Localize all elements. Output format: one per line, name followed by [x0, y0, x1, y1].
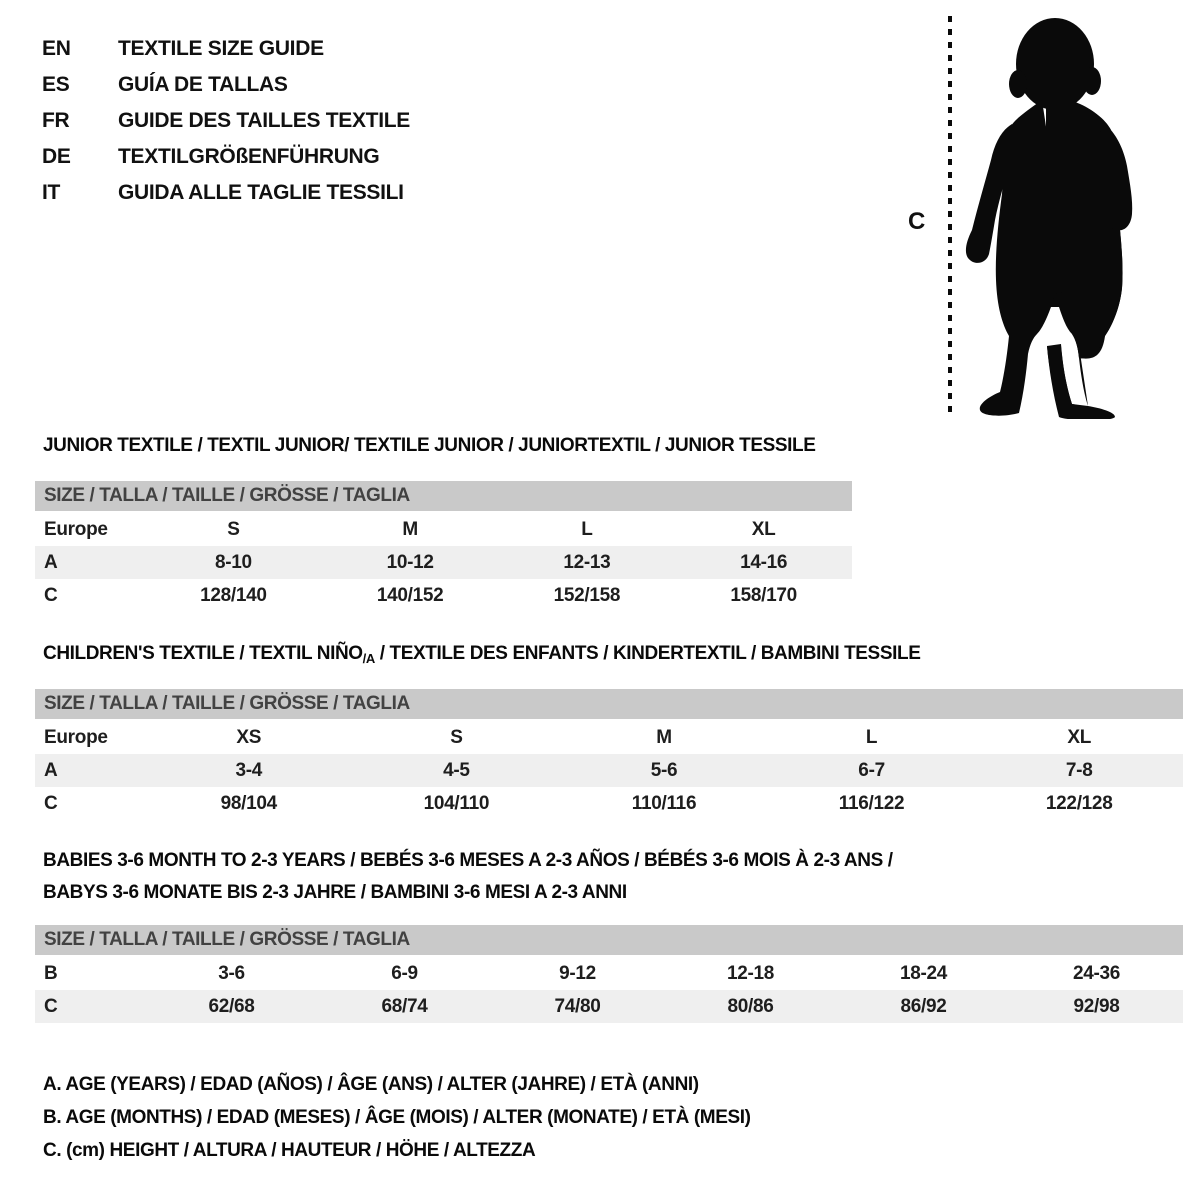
cell: 4-5: [353, 754, 561, 787]
children-size-table: [35, 721, 1183, 820]
cell: M: [656, 726, 672, 748]
legend-age-months: B. AGE (MONTHS) / EDAD (MESES) / ÂGE (MOIS) / ALTER (MONATE) / ETÀ (MESI): [43, 1107, 751, 1128]
cell: 6-9: [391, 962, 418, 984]
table-row-height: [35, 990, 1183, 1023]
cell: 14-16: [675, 546, 852, 579]
cell: 158/170: [730, 584, 797, 606]
cell: 62/68: [145, 990, 318, 1023]
page-title-de: TEXTILGRÖßENFÜHRUNG: [118, 145, 380, 168]
cell: 152/158: [553, 584, 621, 606]
row-label: A: [35, 754, 145, 787]
lang-code: IT: [42, 181, 61, 204]
cell: 110/116: [631, 792, 697, 814]
cell: XL: [751, 518, 776, 540]
junior-size-table: [35, 513, 852, 612]
lang-row-fr: [42, 103, 410, 139]
row-label: A: [35, 546, 145, 579]
cell: 140/152: [376, 584, 444, 606]
cell: 128/140: [200, 584, 267, 606]
lang-row-de: [42, 139, 410, 175]
row-label: C: [35, 990, 145, 1023]
cell: L: [865, 726, 878, 748]
page-title-it: GUIDA ALLE TAGLIE TESSILI: [118, 181, 404, 204]
cell: 98/104: [220, 792, 277, 814]
table-row-height: [35, 787, 1183, 820]
lang-row-en: [42, 31, 410, 67]
babies-section-title-line2: BABYS 3-6 MONATE BIS 2-3 JAHRE / BAMBINI 3-6 MESI A 2-3 ANNI: [43, 882, 627, 903]
legend-age-years: A. AGE (YEARS) / EDAD (AÑOS) / ÂGE (ANS) / ALTER (JAHRE) / ETÀ (ANNI): [43, 1074, 699, 1095]
babies-section-title-line1: BABIES 3-6 MONTH TO 2-3 YEARS / BEBÉS 3-6 MESES A 2-3 AÑOS / BÉBÉS 3-6 MOIS À 2-3 ANS /: [43, 850, 893, 871]
row-label: Europe: [44, 726, 108, 748]
children-title-post: / TEXTILE DES ENFANTS / KINDERTEXTIL / BAMBINI TESSILE: [374, 643, 921, 664]
cell: XS: [236, 726, 262, 748]
cell: 68/74: [318, 990, 491, 1023]
cell: S: [227, 518, 240, 540]
cell: 80/86: [664, 990, 837, 1023]
cell: 92/98: [1010, 990, 1183, 1023]
lang-code: ES: [42, 73, 70, 96]
page-title-fr: GUIDE DES TAILLES TEXTILE: [118, 109, 410, 132]
toddler-silhouette-icon: [962, 14, 1142, 419]
row-label: Europe: [44, 518, 108, 540]
cell: 12-13: [499, 546, 676, 579]
cell: 5-6: [560, 754, 768, 787]
junior-size-header: SIZE / TALLA / TAILLE / GRÖSSE / TAGLIA: [35, 481, 852, 511]
cell: 9-12: [559, 962, 596, 984]
lang-code: DE: [42, 145, 71, 168]
lang-row-it: [42, 175, 410, 211]
cell: S: [450, 726, 463, 748]
children-title-pre: CHILDREN'S TEXTILE / TEXTIL NIÑO: [43, 643, 363, 664]
page-title-en: TEXTILE SIZE GUIDE: [118, 37, 324, 60]
page-title-es: GUÍA DE TALLAS: [118, 73, 288, 96]
babies-size-table: [35, 957, 1183, 1023]
cell: L: [581, 518, 593, 540]
cell: 18-24: [899, 962, 948, 984]
height-measure-label: C: [908, 208, 926, 235]
cell: 12-18: [726, 962, 775, 984]
children-size-header: SIZE / TALLA / TAILLE / GRÖSSE / TAGLIA: [35, 689, 1183, 719]
legend: [43, 1068, 751, 1167]
cell: 10-12: [322, 546, 499, 579]
cell: 104/110: [423, 792, 490, 814]
row-label: B: [44, 962, 58, 984]
table-row-age-months: [35, 957, 1183, 990]
table-row-age-years: [35, 754, 1183, 787]
row-label: C: [44, 584, 58, 606]
table-row-height: [35, 579, 852, 612]
cell: 122/128: [1045, 792, 1113, 814]
cell: 116/122: [838, 792, 905, 814]
legend-height: C. (cm) HEIGHT / ALTURA / HAUTEUR / HÖHE / ALTEZZA: [43, 1140, 536, 1161]
table-row-europe: [35, 513, 852, 546]
lang-code: EN: [42, 37, 71, 60]
cell: 24-36: [1072, 962, 1121, 984]
cell: 8-10: [145, 546, 322, 579]
babies-size-header: SIZE / TALLA / TAILLE / GRÖSSE / TAGLIA: [35, 925, 1183, 955]
cell: M: [402, 518, 418, 540]
cell: 7-8: [975, 754, 1183, 787]
junior-section-title: JUNIOR TEXTILE / TEXTIL JUNIOR/ TEXTILE JUNIOR / JUNIORTEXTIL / JUNIOR TESSILE: [43, 435, 816, 456]
cell: 3-6: [218, 962, 245, 984]
cell: 6-7: [768, 754, 976, 787]
cell: 86/92: [837, 990, 1010, 1023]
children-title-sub: /A: [362, 651, 375, 666]
height-measure-line: [946, 16, 954, 418]
cell: XL: [1067, 726, 1092, 748]
lang-row-es: [42, 67, 410, 103]
table-row-age-years: [35, 546, 852, 579]
lang-code: FR: [42, 109, 70, 132]
language-title-list: [42, 31, 410, 211]
row-label: C: [44, 792, 58, 814]
cell: 3-4: [145, 754, 353, 787]
table-row-europe: [35, 721, 1183, 754]
cell: 74/80: [491, 990, 664, 1023]
children-section-title: [43, 643, 920, 666]
